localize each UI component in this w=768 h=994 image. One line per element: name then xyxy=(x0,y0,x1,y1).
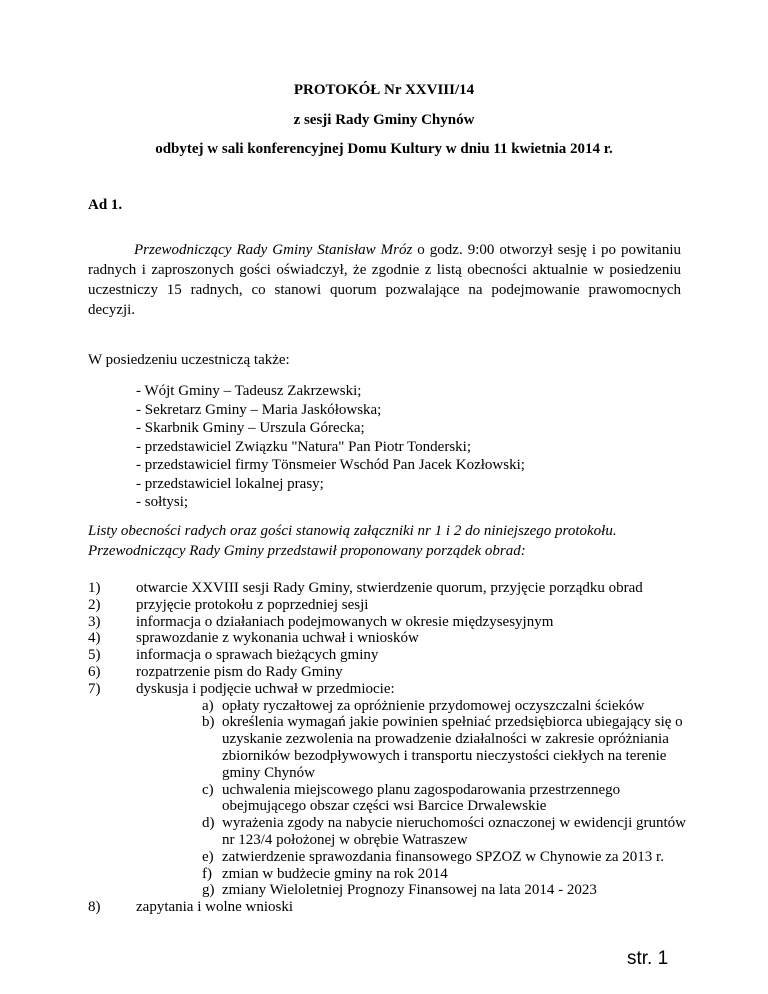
document-title: PROTOKÓŁ Nr XXVIII/14 xyxy=(293,82,475,98)
section-heading: Ad 1. xyxy=(88,197,123,213)
intro-paragraph xyxy=(88,240,681,320)
agenda-subitem xyxy=(136,866,688,883)
agenda-subitem xyxy=(136,698,688,715)
agenda-number: 6) xyxy=(88,663,101,680)
document-location: odbytej w sali konferencyjnej Domu Kultury w dniu 11 kwietnia 2014 r. xyxy=(155,141,613,157)
agenda-subitem xyxy=(136,815,688,849)
subitem-text: zmian w budżecie gminy na rok 2014 xyxy=(222,865,448,882)
subitem-text: zmiany Wieloletniej Prognozy Finansowej na lata 2014 - 2023 xyxy=(222,882,597,899)
guest-item: - przedstawiciel Związku "Natura" Pan Piotr Tonderski; xyxy=(136,438,471,455)
agenda-number: 8) xyxy=(88,899,101,916)
notes-line-2: Przewodniczący Rady Gminy przedstawił proponowany porządek obrad: xyxy=(88,543,526,559)
notes-line-1: Listy obecności radych oraz gości stanowią załączniki nr 1 i 2 do niniejszego protokołu. xyxy=(88,523,617,539)
agenda-item xyxy=(88,681,688,899)
subitem-letter: b) xyxy=(202,714,215,731)
subitem-letter: d) xyxy=(202,815,215,832)
guest-item: - Skarbnik Gminy – Urszula Górecka; xyxy=(136,420,365,436)
subitem-text: określenia wymagań jakie powinien spełniać przedsiębiorca ubiegający się o uzyskanie zezwolenia na prowadzenie działalności w zakresie opróżniania zbiorników bezodpływowych i transportu nieczystości ciekłych na terenie gminy Chynów xyxy=(222,714,683,781)
attendance-notes xyxy=(88,521,708,561)
intro-speaker: Przewodniczący Rady Gminy Stanisław Mróz xyxy=(134,242,413,258)
guest-item: - przedstawiciel lokalnej prasy; xyxy=(136,475,324,492)
agenda-item xyxy=(88,899,688,916)
guest-item: - sołtysi; xyxy=(136,494,189,510)
agenda-number: 1) xyxy=(88,580,101,596)
subitem-text: wyrażenia zgody na nabycie nieruchomości oznaczonej w ewidencji gruntów nr 123/4 położonej w obrębie Watraszew xyxy=(222,815,686,848)
agenda-text: przyjęcie protokołu z poprzedniej sesji xyxy=(136,596,369,613)
agenda-sublist xyxy=(136,698,688,900)
agenda-text: sprawozdanie z wykonania uchwał i wniosków xyxy=(136,630,419,647)
agenda-subitem xyxy=(136,782,688,816)
agenda-item xyxy=(88,597,688,614)
agenda-text: informacja o działaniach podejmowanych w okresie międzysesyjnym xyxy=(136,613,554,630)
subitem-letter: a) xyxy=(202,697,214,714)
subitem-letter: f) xyxy=(202,865,212,882)
agenda-number: 5) xyxy=(88,647,101,664)
subitem-text: opłaty ryczałtowej za opróżnienie przydomowej oczyszczalni ścieków xyxy=(222,697,645,714)
agenda-number: 4) xyxy=(88,630,101,647)
agenda-text: rozpatrzenie pism do Rady Gminy xyxy=(136,663,343,680)
subitem-text: uchwalenia miejscowego planu zagospodarowania przestrzennego obejmującego obszar części wsi Barcice Drwalewskie xyxy=(222,781,621,815)
agenda-text: informacja o sprawach bieżących gminy xyxy=(136,647,379,664)
agenda-item xyxy=(88,647,688,664)
guest-item: - Wójt Gminy – Tadeusz Zakrzewski; xyxy=(136,383,362,399)
subitem-text: zatwierdzenie sprawozdania finansowego SPZOZ w Chynowie za 2013 r. xyxy=(222,848,664,865)
intro-text: o godz. 9:00 otworzył sesję i po powitaniu radnych i zaproszonych gości oświadczył, że zgodnie z listą obecności aktualnie w posiedzeniu uczestniczy 15 radnych, co stanowi quorum pozwalające na podejmowanie prawomocnych decyzji. xyxy=(88,242,681,318)
guest-item: - Sekretarz Gminy – Maria Jaskółowska; xyxy=(136,401,382,418)
agenda-number: 7) xyxy=(88,680,101,697)
document-subtitle: z sesji Rady Gminy Chynów xyxy=(293,112,475,128)
attendance-lead: W posiedzeniu uczestniczą także: xyxy=(88,352,290,368)
agenda-list xyxy=(88,580,688,916)
subitem-letter: e) xyxy=(202,848,214,865)
agenda-number: 3) xyxy=(88,613,101,630)
agenda-text: dyskusja i podjęcie uchwał w przedmiocie: xyxy=(136,680,395,697)
subitem-letter: c) xyxy=(202,781,214,798)
agenda-item xyxy=(88,630,688,647)
guest-item: - przedstawiciel firmy Tönsmeier Wschód Pan Jacek Kozłowski; xyxy=(136,457,525,473)
agenda-item xyxy=(88,664,688,681)
agenda-subitem xyxy=(136,714,688,781)
agenda-subitem xyxy=(136,882,688,899)
guest-list xyxy=(136,382,525,512)
subitem-letter: g) xyxy=(202,882,215,899)
page-number: str. 1 xyxy=(627,948,669,969)
agenda-text: otwarcie XXVIII sesji Rady Gminy, stwierdzenie quorum, przyjęcie porządku obrad xyxy=(136,580,643,596)
agenda-item xyxy=(88,580,688,597)
agenda-number: 2) xyxy=(88,596,101,613)
agenda-text: zapytania i wolne wnioski xyxy=(136,899,294,916)
agenda-item xyxy=(88,614,688,631)
agenda-subitem xyxy=(136,849,688,866)
